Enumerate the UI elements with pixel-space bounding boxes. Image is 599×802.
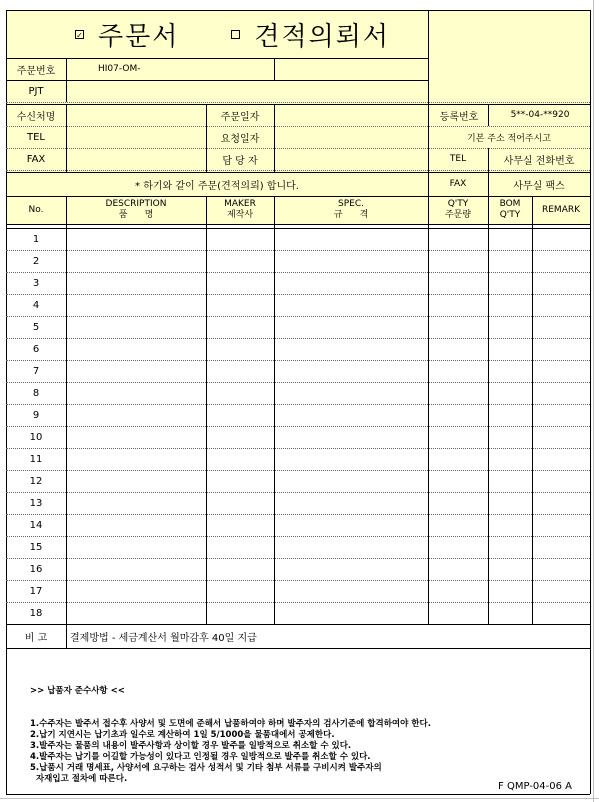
v-line — [274, 104, 275, 172]
office-fax: 사무실 팩스 — [513, 180, 565, 192]
h-line — [6, 148, 590, 149]
v-line — [488, 104, 489, 126]
reg-no-label: 등록번호 — [439, 111, 479, 123]
h-line — [6, 126, 590, 127]
notes-line: 3.발주자는 물품의 내용이 발주사항과 상이할 경우 발주를 일방적으로 취소할 수 있다. — [30, 741, 352, 751]
row-number: 16 — [29, 563, 43, 575]
h-line — [6, 338, 590, 339]
tel-label: TEL — [27, 131, 45, 143]
instruction-text: * 하기와 같이 주문(견적의뢰) 합니다. — [135, 180, 299, 192]
grid-line — [0, 798, 599, 799]
v-line — [66, 624, 67, 648]
h-line — [6, 602, 590, 603]
notes-line: 자재입고 절차에 따른다. — [30, 774, 128, 784]
row-number: 11 — [29, 453, 43, 465]
col-qty — [428, 196, 488, 224]
col-spec-en: SPEC. — [338, 199, 364, 209]
notes-line: 4.발주자는 납기를 어길할 가능성이 있다고 인정될 경우 일방적으로 발주를 취소할 수 있다. — [30, 752, 371, 762]
address-note: 기본 주소 적어주시고 — [467, 133, 551, 144]
form-title — [75, 14, 390, 54]
fax-value[interactable] — [66, 148, 206, 170]
row-number: 6 — [32, 343, 40, 355]
h-line — [6, 170, 590, 171]
recipient-label: 수신처명 — [16, 111, 56, 123]
col-description — [66, 196, 206, 224]
v-line — [428, 196, 429, 624]
h-line — [6, 794, 590, 795]
remarks-label: 비 고 — [24, 632, 48, 644]
row-number: 15 — [29, 541, 43, 553]
payment-terms: 결제방법 - 세금계산서 월마감후 40일 지급 — [70, 632, 257, 644]
h-line — [6, 558, 590, 559]
row-number: 13 — [29, 497, 43, 509]
h-line — [6, 250, 590, 251]
h-line — [6, 102, 590, 103]
v-line — [532, 196, 533, 624]
h-line — [6, 272, 590, 273]
h-line — [6, 648, 590, 649]
h-line — [6, 624, 590, 625]
row-number: 9 — [32, 409, 40, 421]
manager-value[interactable] — [274, 148, 428, 170]
office-phone: 사무실 전화번호 — [503, 155, 575, 167]
form-code: F QMP-04-06 A — [498, 780, 572, 792]
h-line — [6, 382, 590, 383]
row-number: 12 — [29, 475, 43, 487]
recipient-value[interactable] — [66, 104, 206, 126]
col-qty-en: Q'TY — [447, 199, 469, 209]
h-line — [6, 492, 590, 493]
h-line — [6, 580, 590, 581]
col-bom-ko: Q'TY — [499, 210, 521, 220]
h-line — [6, 426, 590, 427]
row-number: 4 — [32, 299, 40, 311]
order-checkbox-icon[interactable]: ✓ — [76, 30, 83, 40]
order-title: 주문서 — [98, 21, 180, 52]
notes-line: 1.수주자는 발주서 접수후 사양서 및 도면에 준해서 납품하여야 하며 발주자의 검사기준에 합격하여야 한다. — [30, 719, 431, 729]
v-line — [274, 196, 275, 624]
h-line — [6, 404, 590, 405]
h-line — [6, 196, 590, 197]
v-line — [66, 58, 67, 102]
notes-heading: >> 납품자 준수사항 << — [30, 686, 125, 696]
v-line — [206, 196, 207, 624]
pjt-label: PJT — [28, 85, 44, 97]
fax-label: FAX — [26, 153, 46, 165]
request-date-value[interactable] — [274, 126, 428, 148]
h-line — [6, 360, 590, 361]
manager-label: 담 당 자 — [222, 155, 258, 167]
row-number: 5 — [32, 321, 40, 333]
supplier-notes — [30, 664, 586, 796]
row-number: 8 — [32, 387, 40, 399]
row-number: 7 — [32, 365, 40, 377]
row-number: 1 — [32, 233, 40, 245]
col-no: No. — [28, 205, 44, 215]
row-number: 18 — [29, 607, 43, 619]
quote-title: 견적의뢰서 — [254, 21, 390, 52]
order-date-label: 주문일자 — [220, 111, 260, 123]
row-number: 14 — [29, 519, 43, 531]
notes-line: 2.납기 지연시는 납기초과 일수로 계산하여 1일 5/1000을 물품대에서 공제한다. — [30, 730, 335, 740]
pjt-value[interactable] — [66, 80, 428, 102]
notes-line: 5.납품시 거래 명세표, 사양서에 요구하는 검사 성적서 및 기타 첨부 서류를 구비시켜 발주자의 — [30, 763, 382, 773]
col-maker-ko: 제작사 — [226, 210, 254, 220]
tel-value[interactable] — [66, 126, 206, 148]
col-remark: REMARK — [541, 205, 581, 215]
v-line — [274, 58, 275, 80]
h-line — [6, 536, 590, 537]
h-line — [6, 80, 428, 81]
fax2-label: FAX — [449, 179, 467, 189]
h-line — [6, 228, 590, 229]
col-maker-en: MAKER — [224, 199, 256, 209]
h-line — [6, 448, 590, 449]
request-date-label: 요청일자 — [220, 133, 260, 145]
v-line — [428, 10, 429, 224]
quote-checkbox-icon[interactable] — [231, 30, 240, 39]
v-line — [66, 196, 67, 624]
col-bom — [488, 196, 532, 224]
col-spec — [274, 196, 428, 224]
h-line — [6, 104, 590, 105]
h-line — [6, 10, 590, 11]
h-line — [6, 172, 590, 173]
row-number: 3 — [32, 277, 40, 289]
grid-line — [593, 0, 594, 802]
col-description-ko: 품 명 — [118, 210, 154, 220]
order-date-value[interactable] — [274, 104, 428, 126]
tel2-label: TEL — [449, 154, 467, 164]
order-no-label: 주문번호 — [16, 65, 56, 77]
col-description-en: DESCRIPTION — [105, 199, 167, 209]
v-line — [590, 10, 591, 794]
h-line — [6, 58, 428, 59]
v-line — [66, 104, 67, 172]
v-line — [488, 196, 489, 624]
row-number: 2 — [32, 255, 40, 267]
row-number: 17 — [29, 585, 43, 597]
col-spec-ko: 규 격 — [333, 210, 369, 220]
v-line — [206, 104, 207, 172]
col-maker — [206, 196, 274, 224]
notes-lines — [30, 719, 586, 785]
row-number: 10 — [29, 431, 43, 443]
reg-no-value: 5**-04-**920 — [510, 110, 570, 120]
col-qty-ko: 주문량 — [444, 210, 472, 220]
h-line — [6, 294, 590, 295]
order-no-value[interactable]: HI07-OM- — [98, 64, 141, 74]
h-line — [6, 316, 590, 317]
col-bom-en: BOM — [499, 199, 521, 209]
h-line — [6, 514, 590, 515]
h-line — [6, 470, 590, 471]
h-line — [6, 224, 590, 225]
v-line — [488, 148, 489, 196]
v-line — [6, 10, 7, 794]
